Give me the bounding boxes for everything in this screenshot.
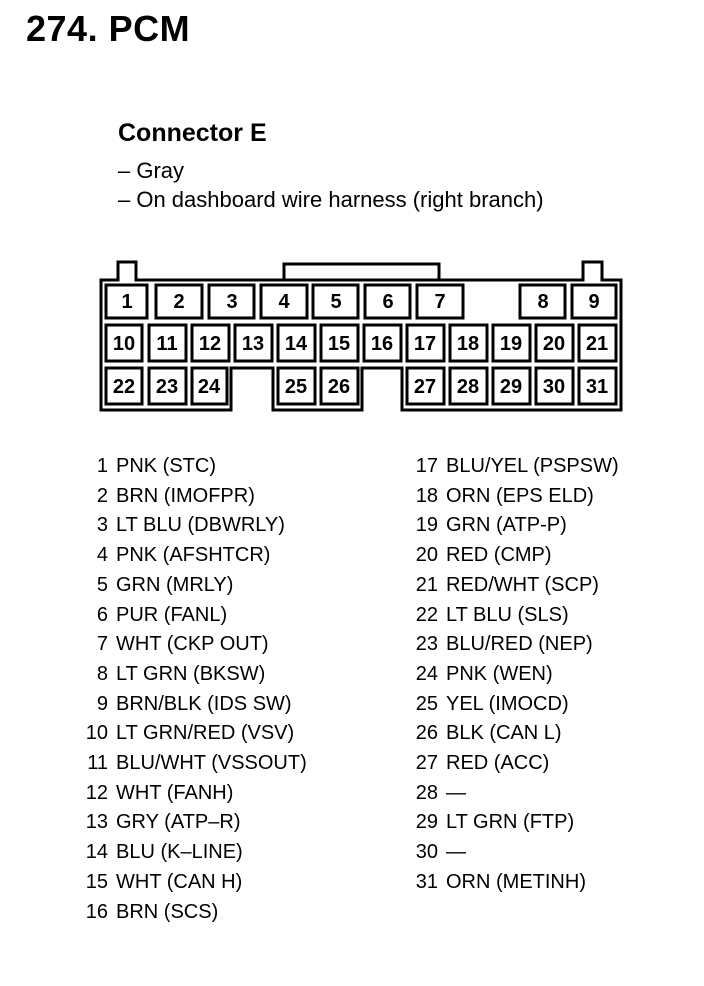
locking-tab [284, 264, 439, 280]
pin-row [78, 808, 307, 838]
pin-label-24: 24 [197, 376, 221, 398]
pin-row [400, 808, 619, 838]
pin-label-30: 30 [542, 376, 566, 398]
pin-row [400, 630, 619, 660]
pin-description: PNK (STC) [116, 455, 216, 477]
pin-label-5: 5 [330, 291, 342, 313]
pin-number: 29 [415, 811, 438, 834]
pin-label-6: 6 [382, 291, 394, 313]
pin-description: BRN (SCS) [116, 900, 219, 923]
pin-list-right [400, 452, 619, 898]
pin-label-7: 7 [434, 291, 446, 313]
pin-label-11: 11 [156, 333, 178, 355]
pin-description: LT GRN (BKSW) [116, 662, 266, 685]
pin-label-18: 18 [456, 333, 480, 355]
pin-number: 13 [85, 811, 108, 834]
pin-number: 25 [415, 692, 438, 715]
pin-description: PUR (FANL) [116, 603, 228, 626]
pin-description: RED (ACC) [446, 752, 550, 775]
pin-number: 16 [85, 900, 108, 923]
pin-row [400, 571, 619, 601]
pin-row [400, 601, 619, 631]
pin-row [78, 719, 307, 749]
pin-label-23: 23 [155, 376, 179, 398]
pin-label-25: 25 [284, 376, 308, 398]
pin-number: 15 [85, 870, 108, 893]
pin-description: BRN (IMOFPR) [116, 484, 255, 507]
pin-label-21: 21 [585, 333, 609, 355]
connector-name: Connector E [118, 119, 267, 147]
pin-description: — [446, 841, 466, 864]
pin-label-8: 8 [537, 291, 549, 313]
pin-number: 3 [96, 514, 108, 537]
pin-description: RED/WHT (SCP) [446, 573, 599, 596]
pin-row [78, 452, 307, 482]
pin-label-28: 28 [456, 376, 480, 398]
pin-row [400, 838, 619, 868]
pin-description: GRN (MRLY) [116, 573, 234, 596]
pin-number: 8 [96, 662, 108, 685]
pin-row [78, 749, 307, 779]
pin-number: 6 [96, 603, 108, 626]
connector-location-note: – On dashboard wire harness (right branch) [118, 187, 544, 212]
pin-number: 9 [96, 692, 108, 715]
pin-number: 18 [415, 484, 438, 507]
pin-number: 17 [415, 455, 438, 477]
pin-number: 11 [87, 752, 108, 775]
pin-number: 10 [85, 722, 108, 745]
pin-description: ORN (EPS ELD) [446, 484, 594, 507]
pin-row [400, 779, 619, 809]
pin-label-3: 3 [226, 291, 238, 313]
pin-number: 23 [415, 633, 438, 656]
pin-number: 5 [96, 573, 108, 596]
connector-color-note: – Gray [118, 158, 185, 183]
pin-number: 21 [415, 573, 438, 596]
pin-description: PNK (AFSHTCR) [116, 544, 271, 567]
pin-description: PNK (WEN) [446, 662, 553, 685]
pin-label-9: 9 [588, 291, 600, 313]
pin-description: ORN (METINH) [446, 870, 586, 893]
pin-description: LT BLU (SLS) [446, 603, 569, 626]
pin-label-12: 12 [198, 333, 222, 355]
pin-row [400, 660, 619, 690]
pin-label-22: 22 [112, 376, 136, 398]
pin-row [400, 868, 619, 898]
pin-label-31: 31 [585, 376, 609, 398]
pin-label-13: 13 [241, 333, 265, 355]
pin-number: 19 [415, 514, 438, 537]
pin-row [78, 601, 307, 631]
pin-row [400, 452, 619, 482]
pin-row [78, 660, 307, 690]
pin-label-15: 15 [327, 333, 351, 355]
pin-number: 22 [415, 603, 438, 626]
pin-number: 12 [85, 781, 108, 804]
pin-row [78, 838, 307, 868]
pin-row [400, 719, 619, 749]
pin-label-27: 27 [413, 376, 437, 398]
pin-row [78, 779, 307, 809]
pin-number: 20 [415, 544, 438, 567]
pin-row [78, 690, 307, 720]
pin-number: 24 [415, 662, 438, 685]
pin-description: YEL (IMOCD) [446, 692, 569, 715]
pin-label-26: 26 [327, 376, 351, 398]
pin-label-4: 4 [278, 291, 290, 313]
pin-row [78, 541, 307, 571]
pin-description: BLK (CAN L) [446, 722, 562, 745]
pin-row [78, 511, 307, 541]
pin-description: RED (CMP) [446, 544, 552, 567]
pin-description: GRN (ATP-P) [446, 514, 567, 537]
pin-description: GRY (ATP–R) [116, 811, 241, 834]
pin-row [400, 749, 619, 779]
pin-description: WHT (CAN H) [116, 870, 243, 893]
pin-number: 4 [96, 544, 108, 567]
pin-row [400, 541, 619, 571]
pin-label-2: 2 [173, 291, 185, 313]
pin-number: 30 [415, 841, 438, 864]
pin-description: LT GRN (FTP) [446, 811, 575, 834]
pin-description: BLU/WHT (VSSOUT) [116, 752, 307, 775]
pin-row [78, 898, 307, 928]
pin-description: WHT (FANH) [116, 781, 234, 804]
pin-description: BLU (K–LINE) [116, 841, 243, 864]
pin-row [78, 482, 307, 512]
pin-label-16: 16 [370, 333, 394, 355]
pin-list-left [78, 452, 307, 927]
pin-label-20: 20 [542, 333, 566, 355]
pin-row [400, 482, 619, 512]
pin-description: LT BLU (DBWRLY) [116, 514, 285, 537]
pin-description: BLU/RED (NEP) [446, 633, 593, 656]
pin-number: 7 [96, 633, 108, 656]
pin-description: WHT (CKP OUT) [116, 633, 269, 656]
pin-number: 27 [415, 752, 438, 775]
pin-row [400, 511, 619, 541]
pin-number: 26 [415, 722, 438, 745]
pin-number: 2 [96, 484, 108, 507]
pin-label-17: 17 [413, 333, 437, 355]
pin-label-19: 19 [499, 333, 523, 355]
pin-row [400, 690, 619, 720]
pin-description: LT GRN/RED (VSV) [116, 722, 295, 745]
pin-row [78, 630, 307, 660]
pin-description: BLU/YEL (PSPSW) [446, 455, 619, 477]
pin-number: 31 [415, 870, 438, 893]
pin-description: BRN/BLK (IDS SW) [116, 692, 292, 715]
pin-label-1: 1 [121, 291, 133, 313]
pin-row [78, 868, 307, 898]
pin-number: 1 [96, 455, 108, 477]
pin-label-29: 29 [499, 376, 523, 398]
pin-description: — [446, 781, 466, 804]
pin-label-10: 10 [112, 333, 136, 355]
page-title: 274. PCM [26, 8, 191, 49]
pin-row [78, 571, 307, 601]
pin-label-14: 14 [284, 333, 308, 355]
pin-number: 14 [85, 841, 108, 864]
pin-number: 28 [415, 781, 438, 804]
